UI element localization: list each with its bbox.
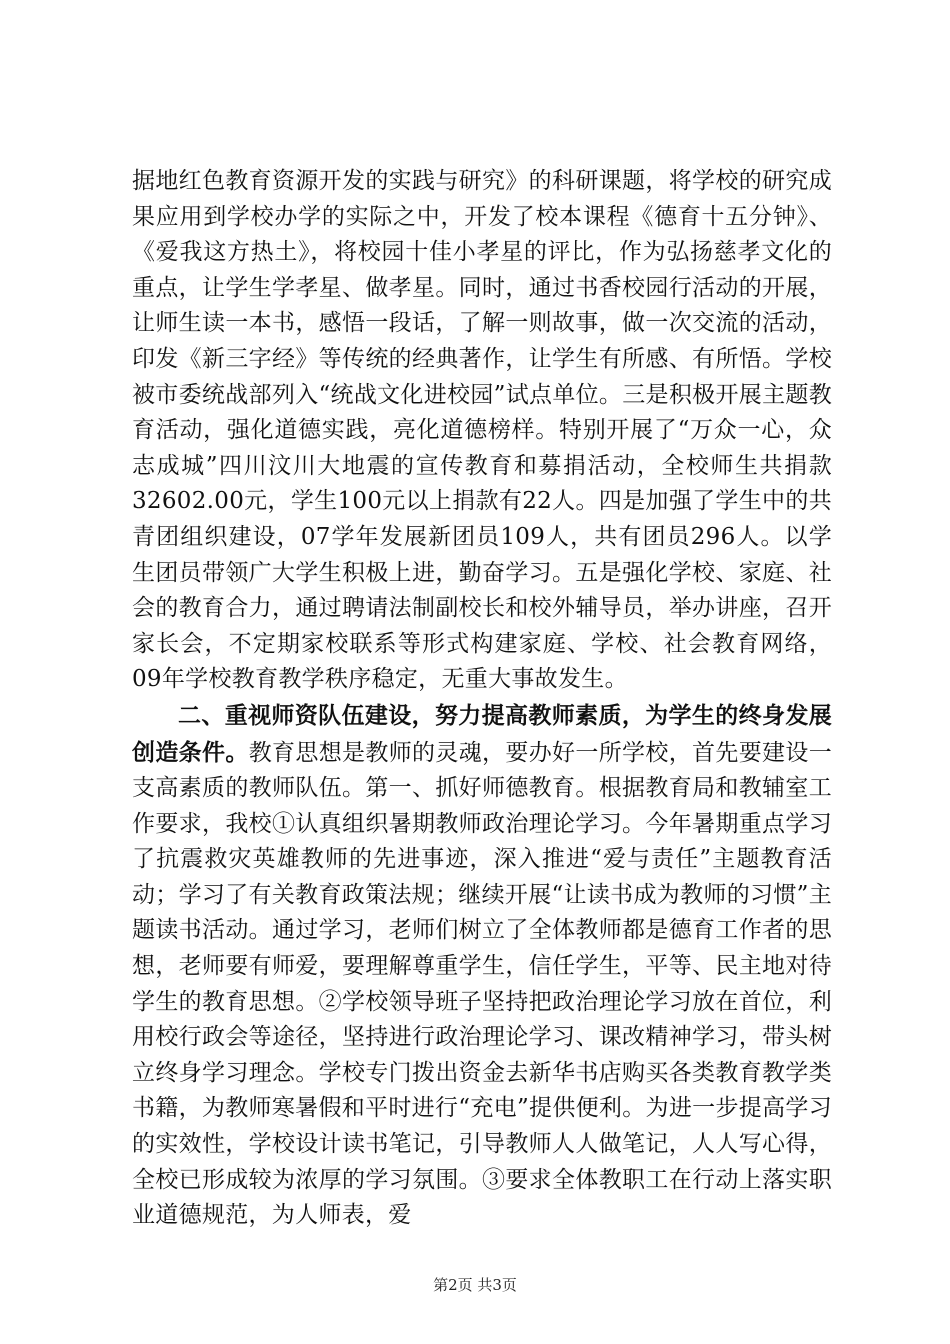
body-paragraph bbox=[132, 164, 832, 698]
section-heading: 二、重视师资队伍建设，努力提高教师素质，为学生的终身发展创造条件。 bbox=[132, 701, 832, 766]
section-paragraph bbox=[132, 698, 832, 1234]
paragraph-text: 教育思想是教师的灵魂，要办好一所学校，首先要建设一支高素质的教师队伍。第一、抓好师德教育。根据教育局和教辅室工作要求，我校①认真组织暑期教师政治理论学习。今年暑期重点学习了抗震救灾英雄教师的先进事迹，深入推进“爱与责任”主题教育活动；学习了有关教育政策法规；继续开展“让读书成为教师的习惯”主题读书活动。通过学习，老师们树立了全体教师都是德育工作者的思想，老师要有师爱，要理解尊重学生，信任学生，平等、民主地对待学生的教育思想。②学校领导班子坚持把政治理论学习放在首位，利用校行政会等途径，坚持进行政治理论学习、课改精神学习，带头树立终身学习理念。学校专门拨出资金去新华书店购买各类教育教学类书籍，为教师寒暑假和平时进行“充电”提供便利。为进一步提高学习的实效性，学校设计读书笔记，引导教师人人做笔记，人人写心得，全校已形成较为浓厚的学习氛围。③要求全体教职工在行动上落实职业道德规范，为人师表，爱 bbox=[132, 739, 833, 1229]
paragraph-text: 据地红色教育资源开发的实践与研究》的科研课题，将学校的研究成果应用到学校办学的实际之中，开发了校本课程《德育十五分钟》、《爱我这方热土》，将校园十佳小孝星的评比，作为弘扬慈孝文化的重点，让学生学孝星、做孝星。同时，通过书香校园行活动的开展，让师生读一本书，感悟一段话，了解一则故事，做一次交流的活动，印发《新三字经》等传统的经典著作，让学生有所感、有所悟。学校被市委统战部列入“统战文化进校园”试点单位。三是积极开展主题教育活动，强化道德实践，亮化道德榜样。特别开展了“万众一心，众志成城”四川汶川大地震的宣传教育和募捐活动，全校师生共捐款32602.00元，学生100元以上捐款有22人。四是加强了学生中的共青团组织建设，07学年发展新团员109人，共有团员296人。以学生团员带领广大学生积极上进，勤奋学习。五是强化学校、家庭、社会的教育合力，通过聘请法制副校长和校外辅导员，举办讲座，召开家长会，不定期家校联系等形式构建家庭、学校、社会教育网络，09年学校教育教学秩序稳定，无重大事故发生。 bbox=[132, 168, 832, 693]
page-footer: 第2页 共3页 bbox=[433, 1276, 517, 1294]
document-body bbox=[132, 164, 832, 1234]
